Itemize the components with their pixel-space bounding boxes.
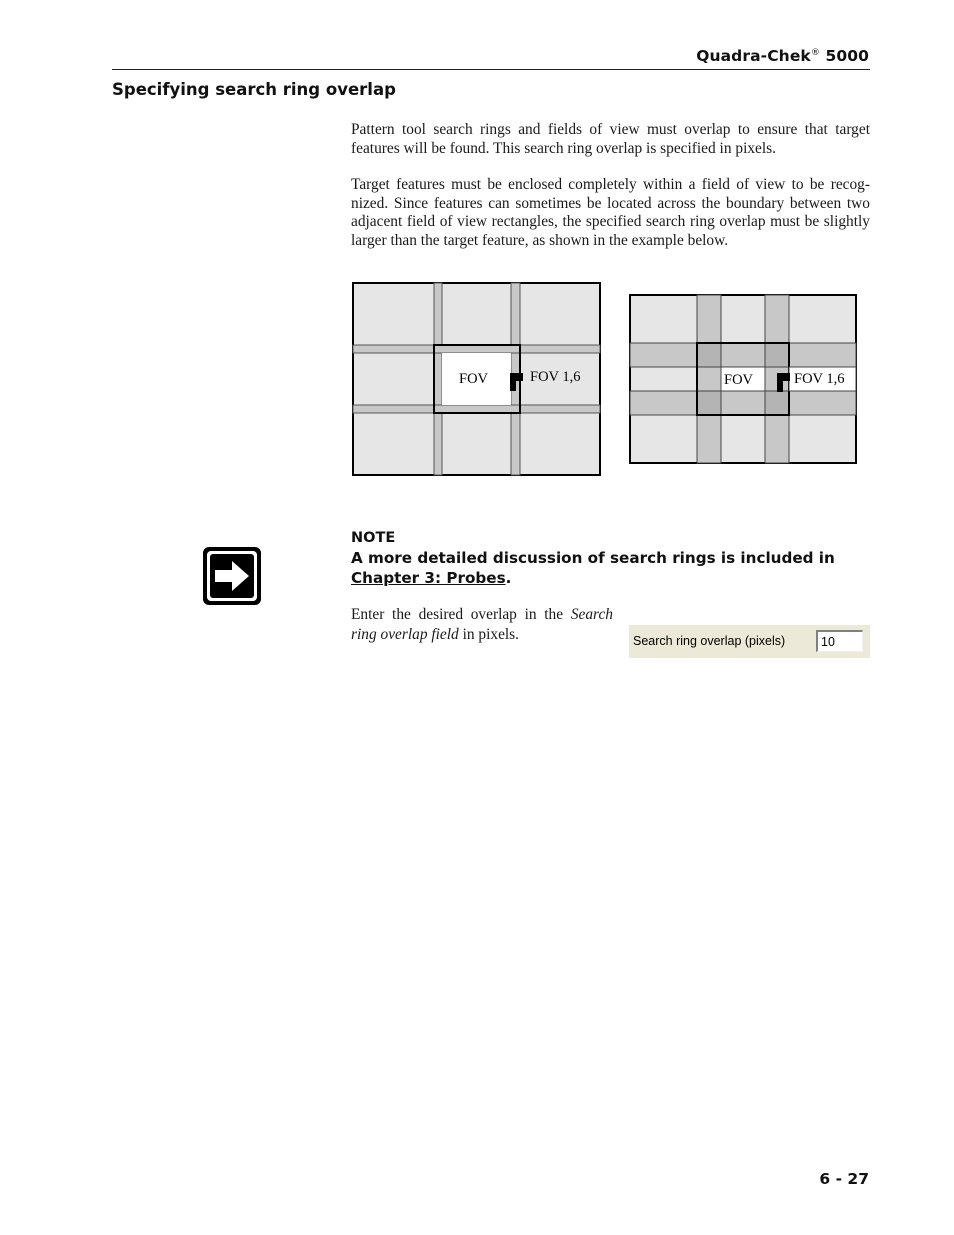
instruction-field-name: Search ring overlap field <box>351 606 613 643</box>
target-feature <box>510 373 516 391</box>
instruction-prefix: Enter the desired overlap in the <box>351 606 564 623</box>
chapter-link[interactable]: Chapter 3: Probes <box>351 568 506 587</box>
horizontal-overlap-band <box>630 343 856 367</box>
product-name: Quadra-Chek <box>696 47 811 65</box>
note-body: A more detailed discussion of search rings is included in <box>351 549 835 567</box>
horizontal-overlap-band <box>630 391 856 415</box>
horizontal-overlap-strip <box>353 405 600 413</box>
note-trailing: . <box>505 568 512 587</box>
overlap-intersection <box>765 343 789 367</box>
overlap-intersection <box>697 343 721 367</box>
search-ring-overlap-label: Search ring overlap (pixels) <box>633 634 786 648</box>
instruction-suffix: in pixels. <box>462 625 520 643</box>
explanation-paragraph: Target features must be enclosed completely within a field of view to be recog-nized. Since features can sometimes be located across the boundary between two adjacent field of view rectangles, the specified search ring overlap must be slightly larger than the target feature, as shown in the example below. <box>351 176 870 250</box>
fov-overlap-diagram-large <box>629 294 859 466</box>
running-header <box>696 47 869 65</box>
search-ring-overlap-panel <box>629 625 870 658</box>
fov-label: FOV <box>459 371 489 387</box>
instruction-text <box>351 605 613 644</box>
horizontal-overlap-strip <box>353 345 600 353</box>
overlap-intersection <box>697 391 721 415</box>
vertical-overlap-band <box>697 295 721 463</box>
search-ring-overlap-input[interactable]: 10 <box>816 630 863 652</box>
arrow-right-icon <box>202 546 262 606</box>
note-text <box>351 549 870 588</box>
target-feature <box>777 373 783 392</box>
vertical-overlap-strip <box>434 283 442 475</box>
fov-label: FOV <box>724 372 754 388</box>
product-model: 5000 <box>825 47 869 65</box>
overlap-intersection <box>765 391 789 415</box>
section-heading: Specifying search ring overlap <box>112 80 396 99</box>
intro-paragraph: Pattern tool search rings and fields of view must overlap to ensure that target features will be found. This search ring overlap is specified in pixels. <box>351 121 870 157</box>
adjacent-fov-label: FOV 1,6 <box>530 369 581 385</box>
fov-overlap-diagram-small <box>352 282 602 477</box>
registered-mark: ® <box>810 48 820 58</box>
note-label: NOTE <box>351 530 396 546</box>
page-number: 6 - 27 <box>819 1170 869 1188</box>
header-rule <box>112 69 870 70</box>
adjacent-fov-label: FOV 1,6 <box>794 371 845 387</box>
